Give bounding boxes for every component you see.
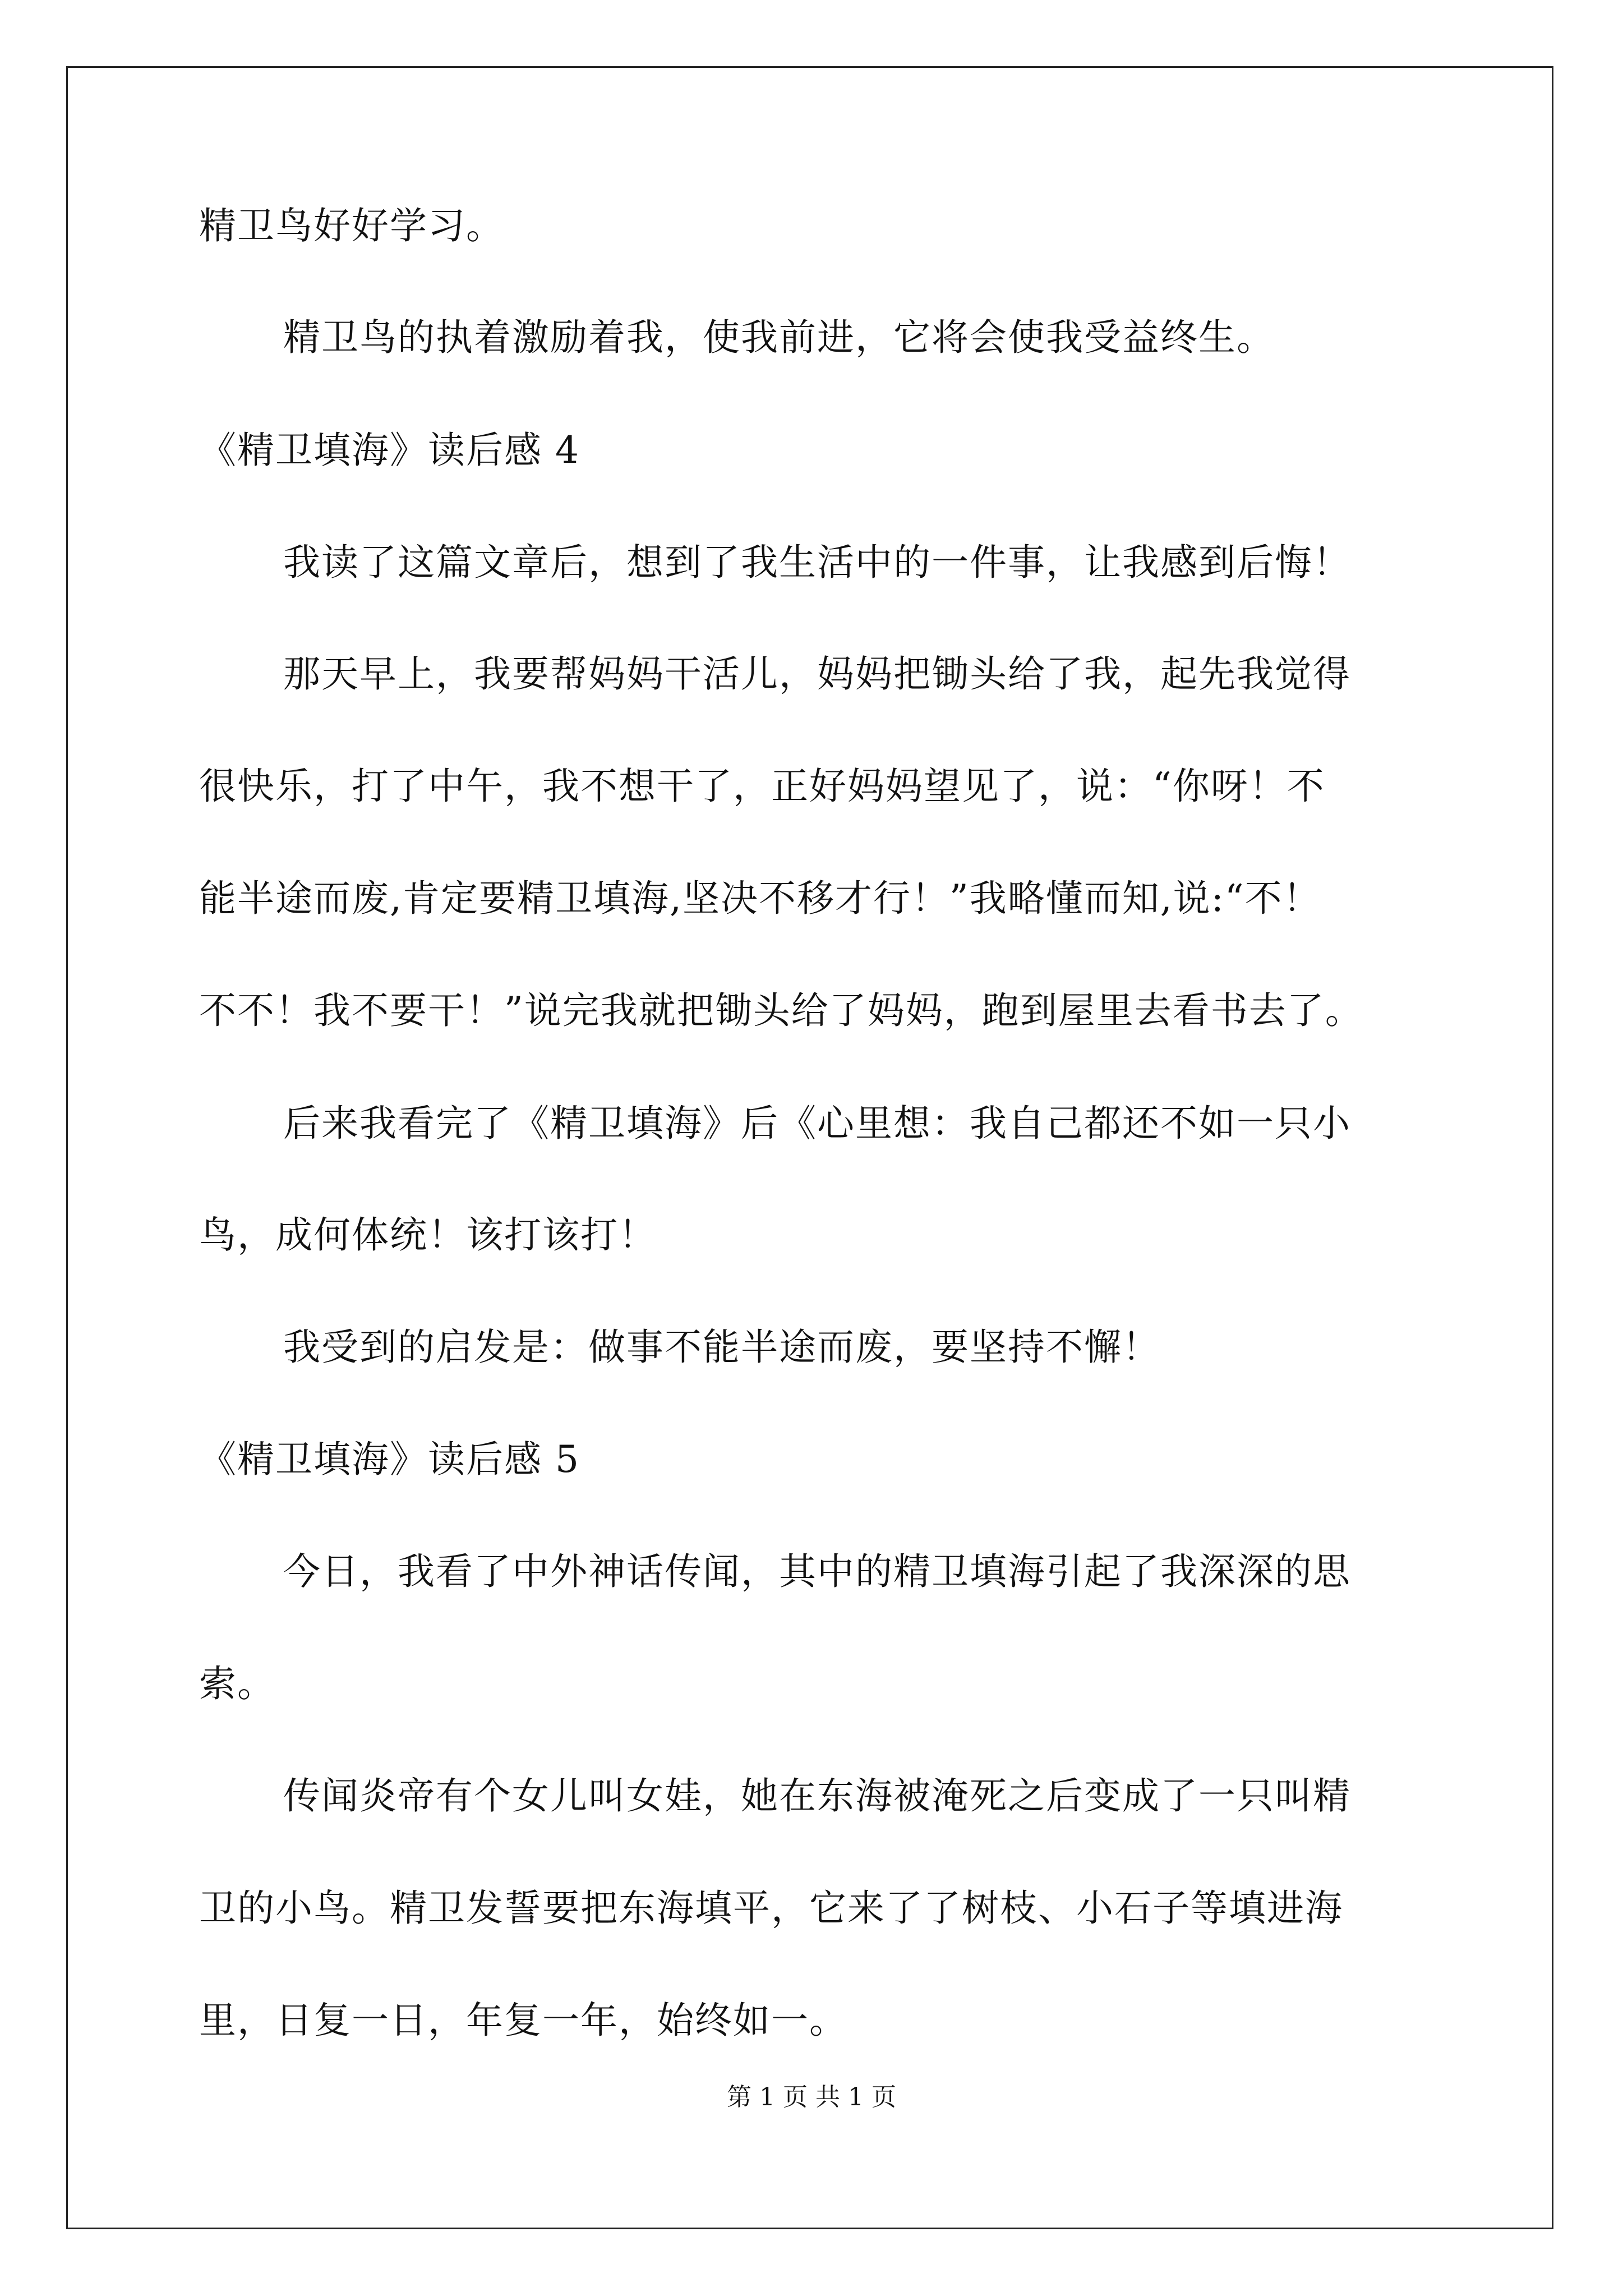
- paragraph-line: 能半途而废,肯定要精卫填海,坚决不移才行！”我略懂而知,说:“不！: [199, 877, 1321, 920]
- paragraph-line: 后来我看完了《精卫填海》后《心里想：我自己都还不如一只小: [283, 1102, 1351, 1145]
- paragraph-line: 我受到的启发是：做事不能半途而废，要坚持不懈！: [283, 1326, 1160, 1369]
- paragraph-line: 里，日复一日，年复一年，始终如一。: [199, 1999, 847, 2042]
- paragraph-line: 鸟，成何体统！该打该打！: [199, 1213, 657, 1257]
- paragraph-line: 精卫鸟的执着激励着我，使我前进，它将会使我受益终生。: [283, 316, 1275, 359]
- paragraph-line: 我读了这篇文章后，想到了我生活中的一件事，让我感到后悔！: [283, 541, 1351, 584]
- paragraph-line: 传闻炎帝有个女儿叫女娃，她在东海被淹死之后变成了一只叫精: [283, 1774, 1351, 1818]
- paragraph-line: 很快乐，打了中午，我不想干了，正好妈妈望见了，说：“你呀！不: [199, 765, 1325, 808]
- paragraph-line: 精卫鸟好好学习。: [199, 204, 504, 247]
- paragraph-line: 不不！我不要干！”说完我就把锄头给了妈妈，跑到屋里去看书去了。: [199, 989, 1363, 1032]
- section-heading: 《精卫填海》读后感 5: [199, 1438, 580, 1481]
- paragraph-line: 今日，我看了中外神话传闻，其中的精卫填海引起了我深深的思: [283, 1550, 1351, 1593]
- page-number-footer: 第 1 页 共 1 页: [727, 2083, 896, 2111]
- section-heading: 《精卫填海》读后感 4: [199, 429, 580, 472]
- paragraph-line: 那天早上，我要帮妈妈干活儿，妈妈把锄头给了我，起先我觉得: [283, 652, 1351, 696]
- paragraph-line: 索。: [199, 1662, 275, 1705]
- paragraph-line: 卫的小鸟。精卫发誓要把东海填平，它来了了树枝、小石子等填进海: [199, 1887, 1343, 1930]
